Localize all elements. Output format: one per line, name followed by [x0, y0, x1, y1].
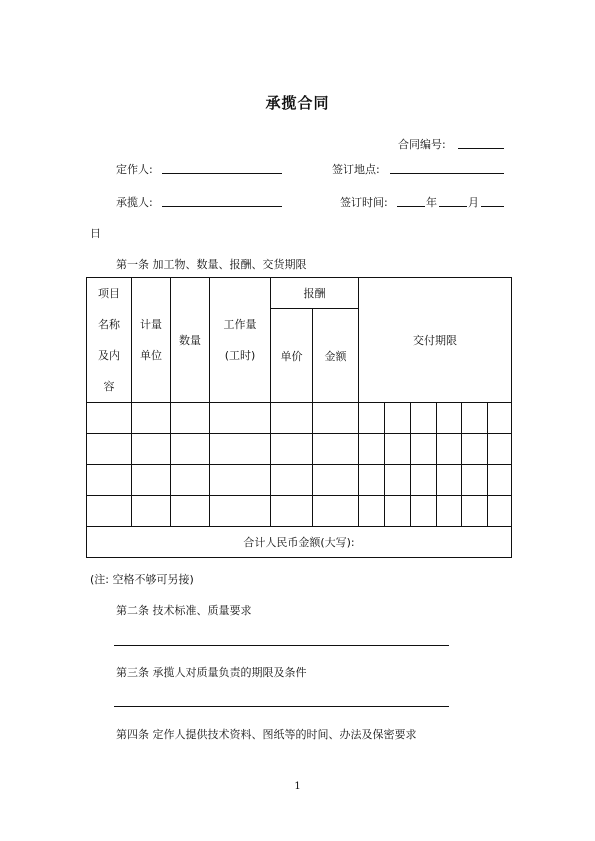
table-cell[interactable]	[437, 434, 462, 465]
table-cell[interactable]	[87, 403, 132, 434]
table-cell[interactable]	[411, 403, 437, 434]
table-cell[interactable]	[132, 465, 171, 496]
article-2-heading: 第二条 技术标准、质量要求	[116, 604, 252, 617]
contractor-blank[interactable]	[162, 206, 282, 207]
header-item-line-4: 容	[103, 380, 115, 393]
table-cell[interactable]	[462, 403, 488, 434]
table-cell[interactable]	[385, 434, 411, 465]
header-item-line-2: 名称	[98, 318, 120, 331]
table-cell[interactable]	[271, 403, 313, 434]
article-3-heading: 第三条 承揽人对质量负责的期限及条件	[116, 666, 307, 679]
table-cell[interactable]	[437, 465, 462, 496]
table-cell[interactable]	[271, 434, 313, 465]
table-cell[interactable]	[359, 403, 385, 434]
table-cell[interactable]	[210, 465, 271, 496]
header-quantity: 数量	[171, 278, 210, 403]
table-cell[interactable]	[488, 434, 512, 465]
table-cell[interactable]	[488, 403, 512, 434]
header-measure-unit	[132, 278, 171, 403]
table-cell[interactable]	[87, 434, 132, 465]
table-cell[interactable]	[488, 496, 512, 527]
article-1-heading: 第一条 加工物、数量、报酬、交货期限	[116, 258, 307, 271]
header-item-name	[87, 278, 132, 403]
table-cell[interactable]	[385, 403, 411, 434]
table-cell[interactable]	[132, 434, 171, 465]
year-blank[interactable]	[397, 206, 425, 207]
day-blank[interactable]	[481, 206, 504, 207]
month-blank[interactable]	[439, 206, 467, 207]
table-cell[interactable]	[171, 434, 210, 465]
table-cell[interactable]	[210, 434, 271, 465]
table-cell[interactable]	[313, 434, 359, 465]
table-cell[interactable]	[271, 496, 313, 527]
processing-items-table	[86, 277, 512, 558]
table-row	[87, 403, 512, 434]
orderer-label: 定作人:	[116, 163, 153, 176]
table-cell[interactable]	[210, 496, 271, 527]
total-amount-row: 合计人民币金额(大写):	[87, 527, 512, 558]
orderer-blank[interactable]	[162, 173, 282, 174]
table-cell[interactable]	[271, 465, 313, 496]
table-row	[87, 434, 512, 465]
header-delivery-deadline: 交付期限	[359, 278, 512, 403]
table-cell[interactable]	[313, 496, 359, 527]
article-2-blank[interactable]	[114, 645, 449, 646]
header-amount: 金额	[313, 309, 359, 403]
header-workload	[210, 278, 271, 403]
contract-no-label: 合同编号:	[398, 138, 446, 151]
table-cell[interactable]	[462, 465, 488, 496]
header-item-line-1: 项目	[98, 287, 120, 300]
table-note: (注: 空格不够可另接)	[90, 573, 194, 586]
table-cell[interactable]	[87, 496, 132, 527]
table-cell[interactable]	[488, 465, 512, 496]
article-4-heading: 第四条 定作人提供技术资料、图纸等的时间、办法及保密要求	[116, 728, 417, 741]
header-pay: 报酬	[271, 278, 359, 309]
table-cell[interactable]	[359, 465, 385, 496]
page-number: 1	[294, 781, 301, 792]
table-row	[87, 465, 512, 496]
sign-place-blank[interactable]	[390, 173, 504, 174]
table-cell[interactable]	[313, 465, 359, 496]
table-row	[87, 496, 512, 527]
day-label: 日	[90, 227, 101, 240]
header-item-line-3: 及内	[98, 349, 120, 362]
header-unit-price: 单价	[271, 309, 313, 403]
document-title: 承揽合同	[265, 94, 330, 112]
table-cell[interactable]	[359, 496, 385, 527]
table-cell[interactable]	[359, 434, 385, 465]
table-cell[interactable]	[385, 496, 411, 527]
table-cell[interactable]	[462, 434, 488, 465]
sign-place-label: 签订地点:	[332, 163, 380, 176]
table-cell[interactable]	[437, 496, 462, 527]
header-workload-line-1: 工作量	[223, 318, 257, 331]
contract-no-blank[interactable]	[458, 148, 504, 149]
table-cell[interactable]	[171, 465, 210, 496]
header-workload-line-2: (工时)	[224, 349, 256, 362]
month-label: 月	[468, 196, 479, 209]
year-label: 年	[426, 196, 437, 209]
article-3-blank[interactable]	[114, 706, 449, 707]
table-cell[interactable]	[385, 465, 411, 496]
header-unit-line-1: 计量	[140, 318, 162, 331]
table-cell[interactable]	[132, 496, 171, 527]
table-cell[interactable]	[87, 465, 132, 496]
table-cell[interactable]	[462, 496, 488, 527]
header-unit-line-2: 单位	[140, 349, 162, 362]
table-cell[interactable]	[171, 403, 210, 434]
contractor-label: 承揽人:	[116, 196, 153, 209]
table-cell[interactable]	[313, 403, 359, 434]
table-cell[interactable]	[411, 434, 437, 465]
table-cell[interactable]	[437, 403, 462, 434]
table-cell[interactable]	[210, 403, 271, 434]
table-cell[interactable]	[411, 465, 437, 496]
table-cell[interactable]	[411, 496, 437, 527]
sign-time-label: 签订时间:	[340, 196, 388, 209]
table-cell[interactable]	[132, 403, 171, 434]
table-cell[interactable]	[171, 496, 210, 527]
